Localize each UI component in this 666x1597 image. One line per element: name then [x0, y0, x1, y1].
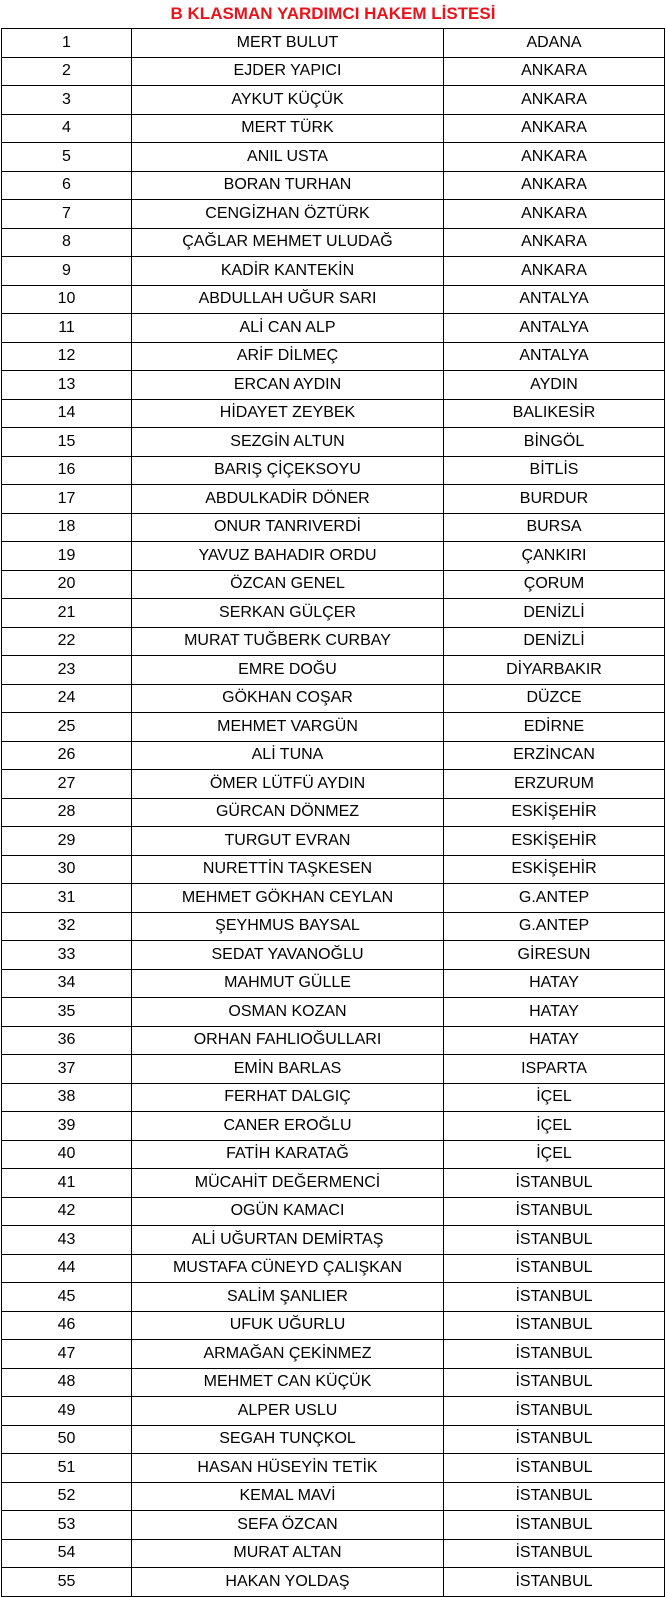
- referee-name-cell: SEDAT YAVANOĞLU: [132, 941, 444, 970]
- row-number-cell: 23: [2, 656, 132, 685]
- referee-name-cell: ANIL USTA: [132, 143, 444, 172]
- referee-name-cell: ABDULKADİR DÖNER: [132, 485, 444, 514]
- referee-name-cell: ŞEYHMUS BAYSAL: [132, 912, 444, 941]
- row-number-cell: 44: [2, 1254, 132, 1283]
- table-row: [2, 1112, 665, 1141]
- row-number-cell: 1: [2, 29, 132, 58]
- table-row: [2, 684, 665, 713]
- city-cell: ADANA: [444, 29, 665, 58]
- table-row: [2, 485, 665, 514]
- city-cell: ANKARA: [444, 200, 665, 229]
- city-cell: İSTANBUL: [444, 1254, 665, 1283]
- city-cell: ANTALYA: [444, 285, 665, 314]
- table-row: [2, 1397, 665, 1426]
- row-number-cell: 11: [2, 314, 132, 343]
- referee-name-cell: OGÜN KAMACI: [132, 1197, 444, 1226]
- table-row: [2, 371, 665, 400]
- table-row: [2, 1140, 665, 1169]
- referee-name-cell: MERT BULUT: [132, 29, 444, 58]
- row-number-cell: 24: [2, 684, 132, 713]
- city-cell: ANKARA: [444, 86, 665, 115]
- table-row: [2, 998, 665, 1027]
- city-cell: BALIKESİR: [444, 399, 665, 428]
- row-number-cell: 12: [2, 342, 132, 371]
- row-number-cell: 37: [2, 1055, 132, 1084]
- table-row: [2, 1454, 665, 1483]
- referee-name-cell: ALPER USLU: [132, 1397, 444, 1426]
- referee-name-cell: ABDULLAH UĞUR SARI: [132, 285, 444, 314]
- referee-name-cell: SERKAN GÜLÇER: [132, 599, 444, 628]
- row-number-cell: 29: [2, 827, 132, 856]
- referee-name-cell: BORAN TURHAN: [132, 171, 444, 200]
- table-row: [2, 884, 665, 913]
- city-cell: DİYARBAKIR: [444, 656, 665, 685]
- city-cell: G.ANTEP: [444, 912, 665, 941]
- city-cell: İSTANBUL: [444, 1226, 665, 1255]
- city-cell: İSTANBUL: [444, 1482, 665, 1511]
- referee-name-cell: ALİ UĞURTAN DEMİRTAŞ: [132, 1226, 444, 1255]
- table-row: [2, 1425, 665, 1454]
- row-number-cell: 14: [2, 399, 132, 428]
- row-number-cell: 32: [2, 912, 132, 941]
- row-number-cell: 40: [2, 1140, 132, 1169]
- referee-name-cell: ÖZCAN GENEL: [132, 570, 444, 599]
- referee-name-cell: ALİ TUNA: [132, 741, 444, 770]
- city-cell: İSTANBUL: [444, 1425, 665, 1454]
- city-cell: ERZURUM: [444, 770, 665, 799]
- city-cell: ÇANKIRI: [444, 542, 665, 571]
- row-number-cell: 42: [2, 1197, 132, 1226]
- row-number-cell: 9: [2, 257, 132, 286]
- referee-name-cell: MEHMET GÖKHAN CEYLAN: [132, 884, 444, 913]
- referee-name-cell: CENGİZHAN ÖZTÜRK: [132, 200, 444, 229]
- table-row: [2, 1197, 665, 1226]
- city-cell: ANKARA: [444, 171, 665, 200]
- city-cell: ANKARA: [444, 143, 665, 172]
- table-row: [2, 285, 665, 314]
- referee-name-cell: TURGUT EVRAN: [132, 827, 444, 856]
- referee-name-cell: ÇAĞLAR MEHMET ULUDAĞ: [132, 228, 444, 257]
- table-row: [2, 1311, 665, 1340]
- table-row: [2, 770, 665, 799]
- city-cell: AYDIN: [444, 371, 665, 400]
- city-cell: İSTANBUL: [444, 1368, 665, 1397]
- row-number-cell: 31: [2, 884, 132, 913]
- table-row: [2, 114, 665, 143]
- referee-name-cell: OSMAN KOZAN: [132, 998, 444, 1027]
- row-number-cell: 41: [2, 1169, 132, 1198]
- referee-name-cell: ERCAN AYDIN: [132, 371, 444, 400]
- referee-table-body: [2, 29, 665, 1597]
- row-number-cell: 25: [2, 713, 132, 742]
- row-number-cell: 5: [2, 143, 132, 172]
- city-cell: İSTANBUL: [444, 1283, 665, 1312]
- city-cell: İSTANBUL: [444, 1197, 665, 1226]
- referee-name-cell: MEHMET VARGÜN: [132, 713, 444, 742]
- row-number-cell: 35: [2, 998, 132, 1027]
- table-row: [2, 399, 665, 428]
- table-row: [2, 941, 665, 970]
- referee-name-cell: HAKAN YOLDAŞ: [132, 1568, 444, 1597]
- referee-name-cell: HİDAYET ZEYBEK: [132, 399, 444, 428]
- row-number-cell: 36: [2, 1026, 132, 1055]
- referee-name-cell: KEMAL MAVİ: [132, 1482, 444, 1511]
- row-number-cell: 49: [2, 1397, 132, 1426]
- row-number-cell: 52: [2, 1482, 132, 1511]
- row-number-cell: 21: [2, 599, 132, 628]
- row-number-cell: 4: [2, 114, 132, 143]
- table-row: [2, 1511, 665, 1540]
- row-number-cell: 2: [2, 57, 132, 86]
- row-number-cell: 34: [2, 969, 132, 998]
- city-cell: HATAY: [444, 998, 665, 1027]
- row-number-cell: 3: [2, 86, 132, 115]
- city-cell: ANTALYA: [444, 314, 665, 343]
- city-cell: İSTANBUL: [444, 1340, 665, 1369]
- referee-name-cell: FATİH KARATAĞ: [132, 1140, 444, 1169]
- city-cell: İSTANBUL: [444, 1568, 665, 1597]
- row-number-cell: 39: [2, 1112, 132, 1141]
- city-cell: İÇEL: [444, 1140, 665, 1169]
- table-row: [2, 1482, 665, 1511]
- referee-name-cell: ALİ CAN ALP: [132, 314, 444, 343]
- table-row: [2, 171, 665, 200]
- table-row: [2, 1283, 665, 1312]
- city-cell: DÜZCE: [444, 684, 665, 713]
- row-number-cell: 54: [2, 1539, 132, 1568]
- referee-name-cell: EMİN BARLAS: [132, 1055, 444, 1084]
- row-number-cell: 45: [2, 1283, 132, 1312]
- table-row: [2, 228, 665, 257]
- row-number-cell: 20: [2, 570, 132, 599]
- table-row: [2, 599, 665, 628]
- table-row: [2, 1368, 665, 1397]
- city-cell: ANKARA: [444, 57, 665, 86]
- row-number-cell: 17: [2, 485, 132, 514]
- row-number-cell: 30: [2, 855, 132, 884]
- city-cell: ISPARTA: [444, 1055, 665, 1084]
- referee-name-cell: HASAN HÜSEYİN TETİK: [132, 1454, 444, 1483]
- city-cell: HATAY: [444, 1026, 665, 1055]
- city-cell: DENİZLİ: [444, 599, 665, 628]
- table-row: [2, 855, 665, 884]
- referee-name-cell: EJDER YAPICI: [132, 57, 444, 86]
- referee-name-cell: MURAT ALTAN: [132, 1539, 444, 1568]
- city-cell: BURSA: [444, 513, 665, 542]
- table-row: [2, 1254, 665, 1283]
- city-cell: İÇEL: [444, 1112, 665, 1141]
- city-cell: BİNGÖL: [444, 428, 665, 457]
- table-row: [2, 542, 665, 571]
- row-number-cell: 26: [2, 741, 132, 770]
- referee-name-cell: FERHAT DALGIÇ: [132, 1083, 444, 1112]
- table-row: [2, 570, 665, 599]
- row-number-cell: 50: [2, 1425, 132, 1454]
- row-number-cell: 10: [2, 285, 132, 314]
- referee-name-cell: GÖKHAN COŞAR: [132, 684, 444, 713]
- row-number-cell: 13: [2, 371, 132, 400]
- referee-name-cell: MAHMUT GÜLLE: [132, 969, 444, 998]
- city-cell: ANKARA: [444, 257, 665, 286]
- referee-name-cell: ARMAĞAN ÇEKİNMEZ: [132, 1340, 444, 1369]
- referee-name-cell: AYKUT KÜÇÜK: [132, 86, 444, 115]
- referee-name-cell: SEFA ÖZCAN: [132, 1511, 444, 1540]
- table-row: [2, 57, 665, 86]
- city-cell: DENİZLİ: [444, 627, 665, 656]
- table-row: [2, 969, 665, 998]
- city-cell: GİRESUN: [444, 941, 665, 970]
- row-number-cell: 53: [2, 1511, 132, 1540]
- city-cell: ÇORUM: [444, 570, 665, 599]
- city-cell: ESKİŞEHİR: [444, 827, 665, 856]
- referee-name-cell: SALİM ŞANLIER: [132, 1283, 444, 1312]
- table-row: [2, 257, 665, 286]
- city-cell: G.ANTEP: [444, 884, 665, 913]
- referee-name-cell: SEZGİN ALTUN: [132, 428, 444, 457]
- table-row: [2, 741, 665, 770]
- city-cell: BİTLİS: [444, 456, 665, 485]
- table-row: [2, 1055, 665, 1084]
- table-row: [2, 86, 665, 115]
- city-cell: İSTANBUL: [444, 1397, 665, 1426]
- city-cell: İSTANBUL: [444, 1539, 665, 1568]
- referee-name-cell: ONUR TANRIVERDİ: [132, 513, 444, 542]
- row-number-cell: 15: [2, 428, 132, 457]
- city-cell: ANKARA: [444, 114, 665, 143]
- referee-name-cell: MURAT TUĞBERK CURBAY: [132, 627, 444, 656]
- city-cell: İÇEL: [444, 1083, 665, 1112]
- table-row: [2, 143, 665, 172]
- city-cell: ESKİŞEHİR: [444, 798, 665, 827]
- row-number-cell: 16: [2, 456, 132, 485]
- city-cell: BURDUR: [444, 485, 665, 514]
- table-row: [2, 513, 665, 542]
- referee-name-cell: MERT TÜRK: [132, 114, 444, 143]
- referee-name-cell: ORHAN FAHLIOĞULLARI: [132, 1026, 444, 1055]
- row-number-cell: 27: [2, 770, 132, 799]
- referee-name-cell: ARİF DİLMEÇ: [132, 342, 444, 371]
- row-number-cell: 51: [2, 1454, 132, 1483]
- table-row: [2, 1083, 665, 1112]
- city-cell: İSTANBUL: [444, 1169, 665, 1198]
- city-cell: ERZİNCAN: [444, 741, 665, 770]
- row-number-cell: 6: [2, 171, 132, 200]
- row-number-cell: 48: [2, 1368, 132, 1397]
- table-row: [2, 1568, 665, 1597]
- referee-name-cell: KADİR KANTEKİN: [132, 257, 444, 286]
- referee-name-cell: ÖMER LÜTFÜ AYDIN: [132, 770, 444, 799]
- table-row: [2, 713, 665, 742]
- row-number-cell: 28: [2, 798, 132, 827]
- row-number-cell: 43: [2, 1226, 132, 1255]
- city-cell: ANTALYA: [444, 342, 665, 371]
- table-row: [2, 29, 665, 58]
- referee-name-cell: GÜRCAN DÖNMEZ: [132, 798, 444, 827]
- table-row: [2, 1226, 665, 1255]
- city-cell: ESKİŞEHİR: [444, 855, 665, 884]
- row-number-cell: 33: [2, 941, 132, 970]
- referee-table: [1, 28, 665, 1597]
- row-number-cell: 7: [2, 200, 132, 229]
- table-row: [2, 798, 665, 827]
- referee-name-cell: MÜCAHİT DEĞERMENCİ: [132, 1169, 444, 1198]
- referee-name-cell: SEGAH TUNÇKOL: [132, 1425, 444, 1454]
- table-row: [2, 656, 665, 685]
- referee-name-cell: MEHMET CAN KÜÇÜK: [132, 1368, 444, 1397]
- table-row: [2, 1026, 665, 1055]
- city-cell: HATAY: [444, 969, 665, 998]
- row-number-cell: 8: [2, 228, 132, 257]
- table-row: [2, 456, 665, 485]
- table-row: [2, 912, 665, 941]
- row-number-cell: 19: [2, 542, 132, 571]
- row-number-cell: 18: [2, 513, 132, 542]
- referee-name-cell: YAVUZ BAHADIR ORDU: [132, 542, 444, 571]
- city-cell: İSTANBUL: [444, 1511, 665, 1540]
- referee-name-cell: MUSTAFA CÜNEYD ÇALIŞKAN: [132, 1254, 444, 1283]
- referee-name-cell: CANER EROĞLU: [132, 1112, 444, 1141]
- table-row: [2, 1169, 665, 1198]
- referee-name-cell: EMRE DOĞU: [132, 656, 444, 685]
- table-row: [2, 200, 665, 229]
- referee-name-cell: UFUK UĞURLU: [132, 1311, 444, 1340]
- table-row: [2, 627, 665, 656]
- table-row: [2, 1539, 665, 1568]
- city-cell: EDİRNE: [444, 713, 665, 742]
- row-number-cell: 38: [2, 1083, 132, 1112]
- table-row: [2, 342, 665, 371]
- referee-name-cell: NURETTİN TAŞKESEN: [132, 855, 444, 884]
- table-row: [2, 428, 665, 457]
- table-row: [2, 827, 665, 856]
- table-row: [2, 314, 665, 343]
- table-row: [2, 1340, 665, 1369]
- city-cell: İSTANBUL: [444, 1311, 665, 1340]
- city-cell: ANKARA: [444, 228, 665, 257]
- row-number-cell: 46: [2, 1311, 132, 1340]
- row-number-cell: 47: [2, 1340, 132, 1369]
- city-cell: İSTANBUL: [444, 1454, 665, 1483]
- referee-name-cell: BARIŞ ÇİÇEKSOYU: [132, 456, 444, 485]
- row-number-cell: 22: [2, 627, 132, 656]
- row-number-cell: 55: [2, 1568, 132, 1597]
- page-title: B KLASMAN YARDIMCI HAKEM LİSTESİ: [170, 4, 496, 23]
